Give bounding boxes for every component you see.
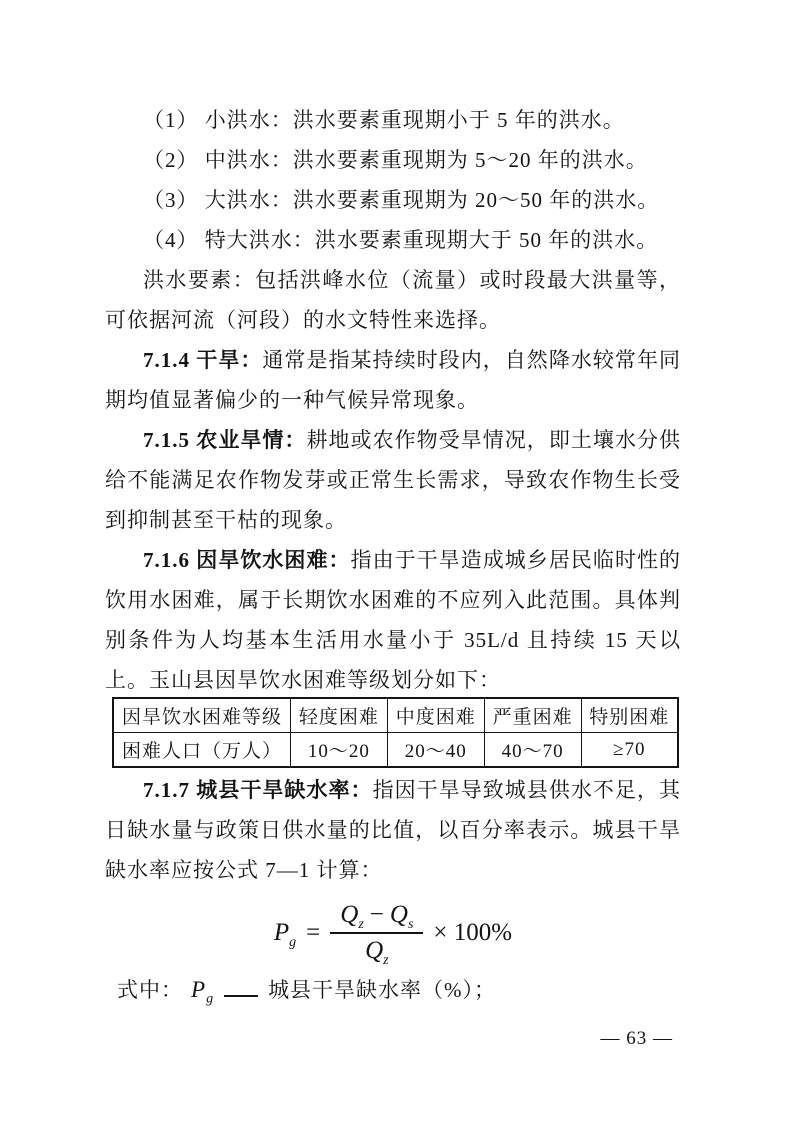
table-cell: 困难人口（万人） (113, 733, 291, 768)
table-header-cell: 严重困难 (484, 698, 581, 733)
drought-water-difficulty-table (112, 697, 679, 768)
section-7-1-7 (105, 770, 681, 890)
equation-7-1 (105, 896, 681, 970)
table-row (113, 733, 678, 768)
section-text: 指由于干旱造成城乡居民临时性的饮用水困难，属于长期饮水困难的不应列入此范围。具体判别条件为人均基本生活用水量小于 35L/d 且持续 15 天以上。玉山县因旱饮水困难等级划分如下： (105, 548, 682, 692)
section-heading: 7.1.5 农业旱情： (143, 428, 307, 452)
table-cell: ≥70 (581, 733, 678, 768)
section-text: 通常是指某持续时段内，自然降水较常年同期均值显著偏少的一种气候异常现象。 (105, 348, 682, 412)
section-text: 耕地或农作物受旱情况，即土壤水分供给不能满足农作物发芽或正常生长需求，导致农作物生长受到抑制甚至干枯的现象。 (105, 428, 682, 532)
where-prefix: 式中： (117, 978, 183, 1002)
list-item-text: （2） 中洪水：洪水要素重现期为 5～20 年的洪水。 (143, 148, 648, 172)
equation-lhs (273, 919, 297, 950)
table-cell: 20～40 (387, 733, 484, 768)
subscript-z: z (383, 953, 389, 968)
list-item-3 (105, 180, 681, 220)
list-item-1 (105, 100, 681, 140)
fraction-denominator (365, 934, 389, 968)
table-header-cell: 因旱饮水困难等级 (113, 698, 291, 733)
list-item-text: （3） 大洪水：洪水要素重现期为 20～50 年的洪水。 (143, 188, 660, 212)
table-cell: 10～20 (291, 733, 388, 768)
where-description: 城县干旱缺水率（%）； (268, 978, 497, 1002)
section-7-1-4 (105, 340, 681, 420)
minus-sign: − (369, 901, 384, 928)
variable-Q: Q (365, 937, 384, 964)
paragraph-flood-elements (105, 260, 681, 340)
subscript-g: g (206, 991, 215, 1007)
table-header-row (113, 698, 678, 733)
list-item-text: （4） 特大洪水：洪水要素重现期大于 50 年的洪水。 (143, 228, 659, 252)
table-header-cell: 特别困难 (581, 698, 678, 733)
variable-Q: Q (389, 901, 408, 928)
section-7-1-5 (105, 420, 681, 540)
list-item-2 (105, 140, 681, 180)
legend-dash (224, 981, 258, 997)
table-header-cell: 中度困难 (387, 698, 484, 733)
section-7-1-6 (105, 540, 681, 700)
variable-Q: Q (340, 901, 359, 928)
where-variable (191, 977, 215, 1007)
variable-P: P (273, 919, 290, 946)
list-item-text: （1） 小洪水：洪水要素重现期小于 5 年的洪水。 (143, 108, 625, 132)
list-item-4 (105, 220, 681, 260)
subscript-g: g (289, 935, 297, 950)
fraction-numerator (330, 901, 423, 934)
variable-P: P (191, 977, 207, 1002)
section-heading: 7.1.7 城县干旱缺水率： (143, 778, 373, 802)
formula-legend (105, 970, 681, 1010)
page-number: — 63 — (600, 1028, 673, 1049)
table-header-cell: 轻度困难 (291, 698, 388, 733)
subscript-s: s (407, 917, 414, 932)
times-100-percent: × 100% (433, 919, 513, 946)
fraction (330, 901, 423, 968)
section-text: 指因干旱导致城县供水不足，其日缺水量与政策日供水量的比值，以百分率表示。城县干旱缺水率应按公式 7—1 计算： (105, 778, 682, 882)
section-heading: 7.1.4 干旱： (143, 348, 263, 372)
table-cell: 40～70 (484, 733, 581, 768)
document-body (105, 100, 681, 1010)
paragraph-text: 洪水要素：包括洪峰水位（流量）或时段最大洪量等，可依据河流（河段）的水文特性来选择。 (105, 268, 681, 332)
equals-sign: = (306, 919, 321, 946)
section-heading: 7.1.6 因旱饮水困难： (143, 548, 351, 572)
subscript-z: z (358, 917, 364, 932)
